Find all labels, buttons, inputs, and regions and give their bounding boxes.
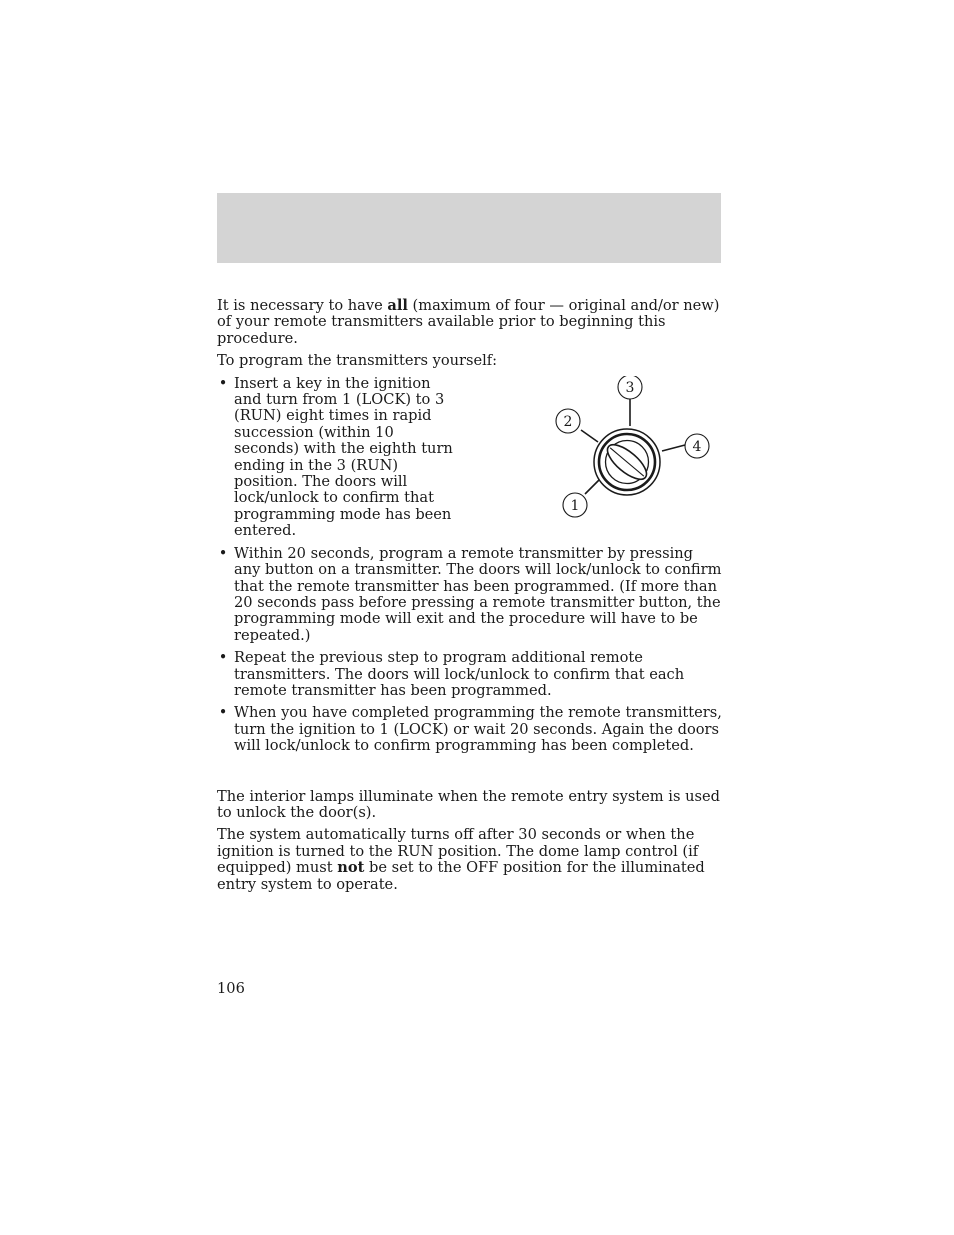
step-1 <box>217 376 723 540</box>
page-content <box>217 298 723 899</box>
illuminated-entry-paragraph-1: The interior lamps illuminate when the remote entry system is used to unlock the door(s). <box>217 787 720 821</box>
ignition-diagram <box>515 376 715 528</box>
position-label-4 <box>685 434 709 458</box>
program-lead: To program the transmitters yourself: <box>217 352 498 370</box>
svg-text:3: 3 <box>625 379 635 396</box>
programming-steps <box>217 376 723 755</box>
step-2 <box>217 546 723 644</box>
intro-paragraph <box>217 298 723 347</box>
section-gap <box>217 761 723 789</box>
illuminated-text-start: The system automatically turns off after 30 seconds or when the ignition is turned to the RUN position. The dome lamp control (if equipped) must <box>217 826 699 877</box>
step-3 <box>217 650 723 699</box>
leader-line-1 <box>585 480 599 494</box>
leader-line-4 <box>662 445 685 451</box>
illuminated-entry-paragraph-2 <box>217 827 723 893</box>
intro-text-start: It is necessary to have <box>217 297 388 314</box>
intro-bold-all: all <box>387 297 408 314</box>
bullet-icon: • <box>218 544 228 562</box>
position-label-3 <box>618 376 642 399</box>
step-4 <box>217 705 723 754</box>
bullet-icon: • <box>218 374 228 392</box>
step-1-text: Insert a key in the ignition and turn from 1 (LOCK) to 3 (RUN) eight times in rapid succession (within 10 seconds) with the eighth turn ending in the 3 (RUN) position. The doors will lock/unlock to confirm that programming mode has been entered. <box>234 374 453 540</box>
illuminated-text-end: be set to the OFF position for the illuminated entry system to operate. <box>217 859 705 893</box>
bullet-icon: • <box>218 649 228 667</box>
svg-text:1: 1 <box>570 497 580 514</box>
bullet-icon: • <box>218 704 228 722</box>
page-number: 106 <box>217 980 245 997</box>
step-4-text: When you have completed programming the remote transmitters, turn the ignition to 1 (LOCK) or wait 20 seconds. Again the doors will lock/unlock to confirm programming has been completed. <box>234 704 722 755</box>
svg-text:2: 2 <box>563 413 573 430</box>
svg-text:4: 4 <box>692 438 702 455</box>
illuminated-bold-not: not <box>337 859 365 877</box>
position-label-2 <box>556 409 580 433</box>
step-2-text: Within 20 seconds, program a remote transmitter by pressing any button on a transmitter. The doors will lock/unlock to confirm that the remote transmitter has been programmed. (If more than 20 seconds pass before pressing a remote transmitter button, the programming mode will exit and the procedure will have to be repeated.) <box>234 544 722 644</box>
step-3-text: Repeat the previous step to program additional remote transmitters. The doors will lock/unlock to confirm that each remote transmitter has been programmed. <box>234 649 685 699</box>
leader-line-2 <box>581 430 598 442</box>
position-label-1 <box>563 493 587 517</box>
intro-text-end: (maximum of four — original and/or new) of your remote transmitters available prior to beginning this procedure. <box>217 297 720 347</box>
section-header-band <box>217 193 721 263</box>
